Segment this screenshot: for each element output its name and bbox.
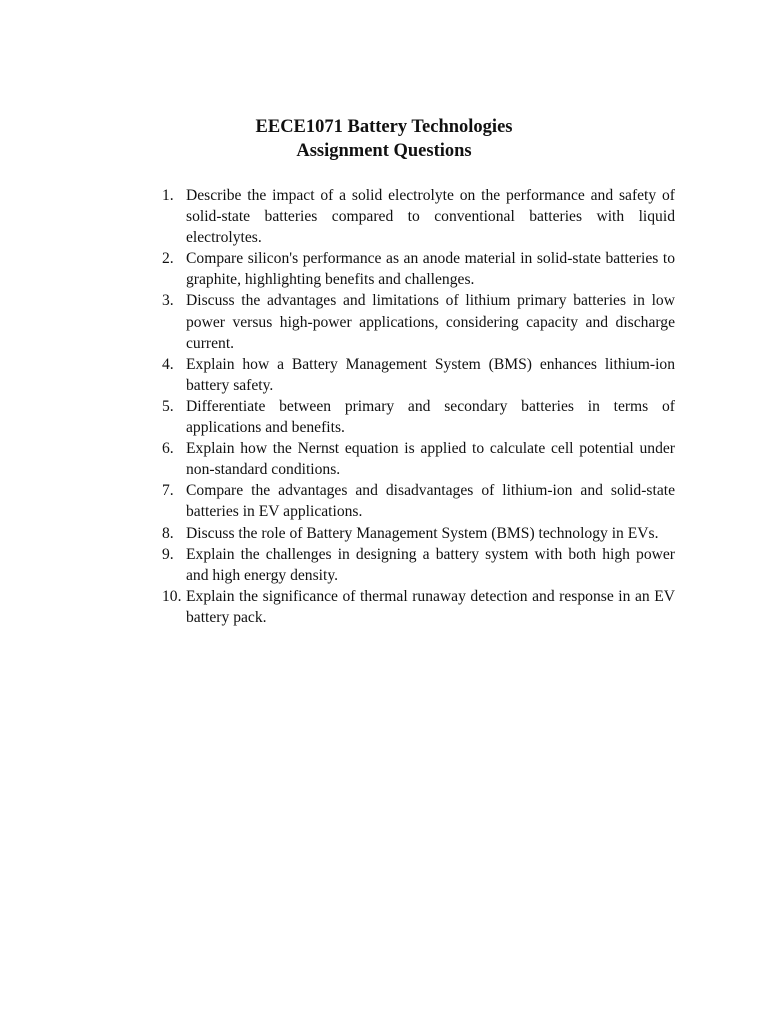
question-item xyxy=(162,438,675,480)
question-number: 10. xyxy=(162,587,182,605)
question-number: 8. xyxy=(162,524,174,542)
question-text: Explain how a Battery Management System (BMS) enhances lithium-ion battery safety. xyxy=(186,355,675,394)
question-number: 2. xyxy=(162,250,174,268)
document-header xyxy=(0,115,768,163)
question-item xyxy=(162,480,675,522)
question-item xyxy=(162,544,675,586)
question-number: 9. xyxy=(162,545,174,563)
question-item xyxy=(162,185,675,248)
question-item xyxy=(162,523,675,544)
question-number: 6. xyxy=(162,440,174,458)
question-text: Explain the significance of thermal runaway detection and response in an EV battery pack. xyxy=(186,587,675,626)
question-number: 7. xyxy=(162,482,174,500)
question-text: Describe the impact of a solid electrolyte on the performance and safety of solid-state batteries compared to conventional batteries with liquid electrolytes. xyxy=(186,187,675,247)
document-title: EECE1071 Battery Technologies xyxy=(255,117,513,137)
question-text: Discuss the advantages and limitations of lithium primary batteries in low power versus high-power applications, considering capacity and discharge current. xyxy=(186,292,675,352)
question-list xyxy=(162,185,675,628)
question-item xyxy=(162,396,675,438)
question-item xyxy=(162,290,675,353)
document-subtitle: Assignment Questions xyxy=(296,141,472,161)
question-number: 1. xyxy=(162,187,174,204)
question-item xyxy=(162,248,675,290)
question-number: 3. xyxy=(162,292,174,310)
question-item xyxy=(162,586,675,628)
question-text: Compare the advantages and disadvantages of lithium-ion and solid-state batteries in EV applications. xyxy=(186,482,675,521)
question-item xyxy=(162,354,675,396)
question-text: Explain the challenges in designing a battery system with both high power and high energy density. xyxy=(186,545,675,584)
question-number: 4. xyxy=(162,355,174,373)
question-text: Differentiate between primary and secondary batteries in terms of applications and benefits. xyxy=(186,397,675,437)
question-text: Compare silicon's performance as an anode material in solid-state batteries to graphite, highlighting benefits and challenges. xyxy=(186,250,675,289)
question-number: 5. xyxy=(162,397,174,415)
question-text: Explain how the Nernst equation is applied to calculate cell potential under non-standard conditions. xyxy=(186,440,675,479)
question-text: Discuss the role of Battery Management System (BMS) technology in EVs. xyxy=(186,524,659,542)
